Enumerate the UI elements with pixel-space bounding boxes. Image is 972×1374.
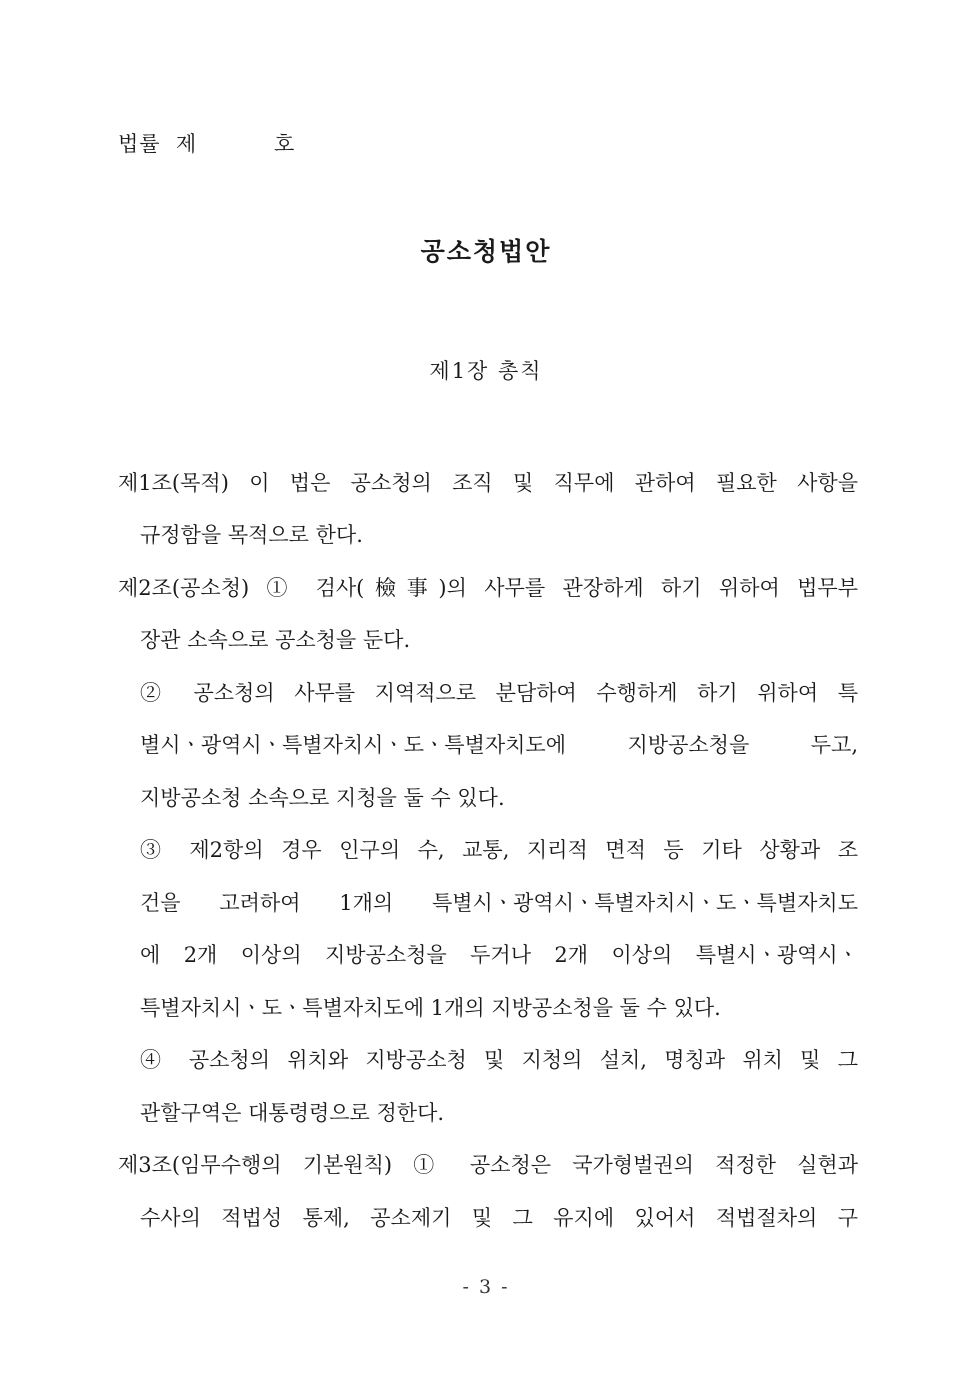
article-2-para-2-line-3: 지방공소청 소속으로 지청을 둘 수 있다. xyxy=(140,786,505,810)
article-3-line-1: 제3조(임무수행의 기본원칙) ① 공소청은 국가형벌권의 적정한 실현과 xyxy=(118,1153,858,1177)
chapter-heading: 제1장 총칙 xyxy=(429,359,543,383)
article-2-line-1: 제2조(공소청) ① 검사(檢事)의 사무를 관장하게 하기 위하여 법무부 xyxy=(118,576,858,600)
document-title: 공소청법안 xyxy=(420,237,552,266)
article-2-para-3-line-2: 건을 고려하여 1개의 특별시ㆍ광역시ㆍ특별자치시ㆍ도ㆍ특별자치도 xyxy=(140,891,858,915)
article-3-line-2: 수사의 적법성 통제, 공소제기 및 그 유지에 있어서 적법절차의 구 xyxy=(140,1206,858,1230)
article-2-para-4-line-2: 관할구역은 대통령령으로 정한다. xyxy=(140,1101,445,1125)
law-number-header: 법률 제 호 xyxy=(118,132,296,156)
article-1-line-1: 제1조(목적) 이 법은 공소청의 조직 및 직무에 관하여 필요한 사항을 xyxy=(118,471,858,495)
article-2-para-4-line-1: ④ 공소청의 위치와 지방공소청 및 지청의 설치, 명칭과 위치 및 그 xyxy=(140,1048,858,1072)
article-2-para-3-line-1: ③ 제2항의 경우 인구의 수, 교통, 지리적 면적 등 기타 상황과 조 xyxy=(140,838,858,862)
article-2-para-3-line-4: 특별자치시ㆍ도ㆍ특별자치도에 1개의 지방공소청을 둘 수 있다. xyxy=(140,996,721,1020)
page-number: - 3 - xyxy=(462,1276,510,1298)
article-2-para-3-line-3: 에 2개 이상의 지방공소청을 두거나 2개 이상의 특별시ㆍ광역시ㆍ xyxy=(140,943,858,967)
article-2-line-2: 장관 소속으로 공소청을 둔다. xyxy=(140,628,411,652)
article-2-para-2-line-1: ② 공소청의 사무를 지역적으로 분담하여 수행하게 하기 위하여 특 xyxy=(140,681,858,705)
article-2-para-2-line-2: 별시ㆍ광역시ㆍ특별자치시ㆍ도ㆍ특별자치도에 지방공소청을 두고, xyxy=(140,733,858,757)
article-1-line-2: 규정함을 목적으로 한다. xyxy=(140,523,363,547)
